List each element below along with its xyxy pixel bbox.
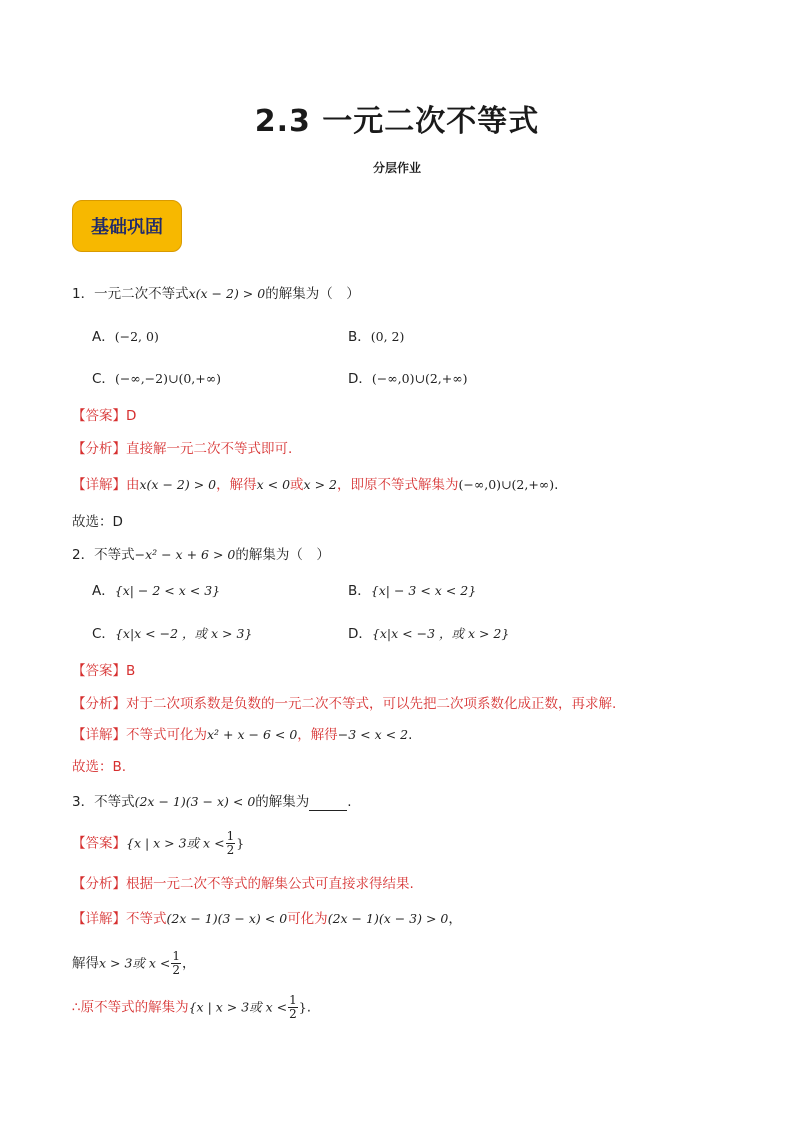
- q3-detail-math: (2x − 1)(x − 3) > 0: [327, 911, 449, 926]
- q1-option-d: [348, 370, 468, 388]
- fraction-denominator: 2: [172, 963, 181, 977]
- q1-detail-text: ，即原不等式解集为: [336, 477, 459, 493]
- q1-analysis-text: 直接解一元二次不等式即可.: [126, 441, 293, 457]
- detail-tag: 【详解】: [72, 911, 126, 927]
- q3-conclusion-fraction: [288, 994, 298, 1021]
- q3-solve-text: 解得: [72, 955, 99, 972]
- q2-stem-text: 2．不等式: [72, 547, 135, 563]
- fraction-numerator: 1: [226, 829, 235, 843]
- q3-detail: [72, 910, 462, 928]
- q2-stem: [72, 546, 330, 564]
- q1-option-a-label: A．: [92, 329, 115, 345]
- analysis-tag: 【分析】: [72, 876, 126, 892]
- q1-option-d-label: D．: [348, 371, 372, 387]
- answer-tag: 【答案】: [72, 835, 126, 852]
- q1-detail: [72, 476, 558, 494]
- q1-stem-text-end: 的解集为（ ）: [265, 286, 360, 302]
- q1-option-c-label: C．: [92, 371, 115, 387]
- q2-option-d: [348, 625, 509, 643]
- q1-answer-value: D: [126, 408, 137, 424]
- q2-analysis-text: 对于二次项系数是负数的一元二次不等式，可以先把二次项系数化成正数，再求解.: [126, 696, 617, 712]
- q2-option-b-label: B．: [348, 583, 371, 599]
- q1-detail-math: x(x − 2) > 0: [139, 477, 217, 492]
- q2-detail-text: 不等式可化为: [126, 727, 207, 743]
- q1-option-b-label: B．: [348, 329, 371, 345]
- q3-conclusion: [72, 994, 311, 1021]
- q2-option-a-value: {x| − 2 < x < 3}: [114, 583, 221, 598]
- q3-analysis-text: 根据一元二次不等式的解集公式可直接求得结果.: [126, 876, 414, 892]
- fraction-denominator: 2: [289, 1007, 297, 1021]
- q2-option-d-value: {x|x < −3 ，或 x > 2}: [371, 626, 510, 641]
- q3-stem-text: 的解集为: [255, 794, 310, 810]
- q3-answer-math: }: [236, 835, 245, 851]
- q2-choose-text: 故选：B.: [72, 759, 127, 775]
- q1-stem: [72, 285, 360, 303]
- q1-detail-text: 由: [126, 477, 140, 493]
- q2-option-c: [92, 625, 252, 643]
- q1-option-c-value: (−∞,−2)∪(0,+∞): [114, 371, 222, 386]
- q2-option-a: [92, 582, 220, 600]
- q2-option-c-label: C．: [92, 626, 115, 642]
- q3-stem-text-end: .: [347, 794, 352, 810]
- q3-detail-text: 不等式: [126, 911, 167, 927]
- q2-answer-value: B: [126, 663, 136, 679]
- q1-detail-math: x < 0: [256, 477, 291, 492]
- q2-option-c-value: {x|x < −2 ，或 x > 3}: [114, 626, 253, 641]
- q1-stem-text: 1．一元二次不等式: [72, 286, 189, 302]
- q2-analysis: [72, 695, 616, 713]
- q1-choose: [72, 513, 123, 531]
- fraction-numerator: 1: [289, 993, 297, 1007]
- q2-stem-text-end: 的解集为（ ）: [235, 547, 330, 563]
- detail-tag: 【详解】: [72, 727, 126, 743]
- q2-stem-math: −x² − x + 6 > 0: [134, 547, 236, 562]
- q3-stem-text: 3．不等式: [72, 794, 135, 810]
- q3-conclusion-text: ∴原不等式的解集为: [72, 999, 189, 1016]
- q1-detail-math: (−∞,0)∪(2,+∞): [458, 477, 555, 492]
- q1-detail-text: 或: [290, 477, 304, 493]
- q1-detail-text: .: [554, 477, 559, 493]
- q3-analysis: [72, 875, 414, 893]
- q2-answer: [72, 662, 135, 680]
- fraction-denominator: 2: [226, 843, 235, 857]
- q2-detail-math: −3 < x < 2: [337, 727, 409, 742]
- q1-option-c: [92, 370, 221, 388]
- q1-option-b-value: (0, 2): [370, 329, 405, 344]
- analysis-tag: 【分析】: [72, 696, 126, 712]
- q3-detail-math: (2x − 1)(3 − x) < 0: [166, 911, 288, 926]
- analysis-tag: 【分析】: [72, 441, 126, 457]
- q3-detail-text: ，: [448, 911, 462, 927]
- q3-stem-math: (2x − 1)(3 − x) < 0: [134, 794, 256, 809]
- q2-detail-text: .: [408, 727, 413, 743]
- q1-stem-math: x(x − 2) > 0: [188, 286, 266, 301]
- q1-option-b: [348, 328, 404, 346]
- q2-choose: [72, 758, 126, 776]
- q2-detail-math: x² + x − 6 < 0: [207, 727, 298, 742]
- q2-option-b: [348, 582, 476, 600]
- q1-answer: [72, 407, 136, 425]
- detail-tag: 【详解】: [72, 477, 126, 493]
- q3-conclusion-math: }: [298, 999, 307, 1015]
- answer-tag: 【答案】: [72, 408, 126, 424]
- q3-answer-fraction: [226, 830, 236, 857]
- q3-solve-math: x > 3或 x <: [99, 955, 171, 971]
- q2-detail: [72, 726, 412, 744]
- page-title: 2.3 一元二次不等式: [254, 104, 540, 139]
- q1-option-d-value: (−∞,0)∪(2,+∞): [371, 371, 468, 386]
- q1-option-a: [92, 328, 159, 346]
- q2-option-d-label: D．: [348, 626, 372, 642]
- fraction-numerator: 1: [172, 949, 181, 963]
- q3-solve-text: ，: [182, 955, 196, 972]
- q3-solve: [72, 950, 196, 977]
- q3-detail-text: 可化为: [287, 911, 328, 927]
- q3-conclusion-math: {x | x > 3或 x <: [188, 999, 288, 1015]
- q1-analysis: [72, 440, 292, 458]
- q2-option-a-label: A．: [92, 583, 115, 599]
- section-badge: 基础巩固: [72, 200, 182, 252]
- q2-detail-text: ，解得: [297, 727, 338, 743]
- q3-answer-math: {x | x > 3或 x <: [126, 835, 225, 851]
- answer-tag: 【答案】: [72, 663, 126, 679]
- q3-stem: [72, 793, 352, 811]
- q1-detail-text: ，解得: [216, 477, 257, 493]
- q3-answer-blank: [309, 796, 347, 811]
- q3-answer: [72, 830, 244, 857]
- q3-solve-fraction: [171, 950, 181, 977]
- page-subtitle: 分层作业: [372, 161, 421, 175]
- q1-option-a-value: (−2, 0): [114, 329, 159, 344]
- q1-choose-text: 故选：D: [72, 514, 123, 530]
- q1-detail-math: x > 2: [303, 477, 337, 492]
- q3-conclusion-text: .: [306, 999, 312, 1016]
- q2-option-b-value: {x| − 3 < x < 2}: [370, 583, 477, 598]
